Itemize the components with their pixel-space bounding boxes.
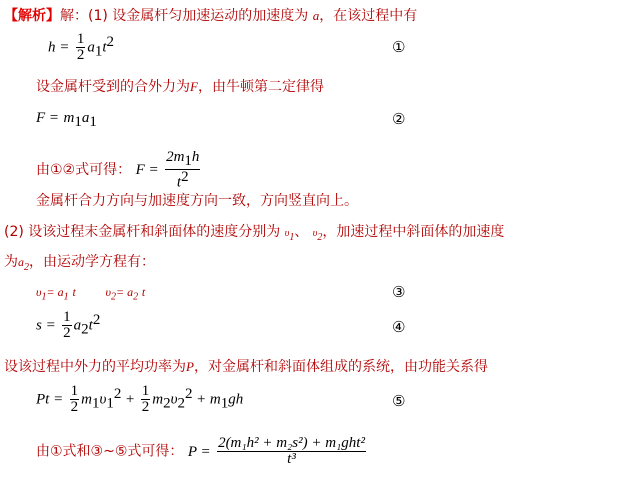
eq3-fraction	[165, 150, 200, 190]
power-var: P	[186, 359, 194, 374]
part2-line1	[4, 221, 504, 243]
marker-2: ②	[392, 110, 406, 128]
v2-sub: 2	[317, 231, 323, 243]
eq2-a: a	[81, 110, 90, 126]
v1-sub: 1	[289, 231, 295, 243]
eq1-sub: 1	[94, 43, 103, 60]
equation-2	[36, 110, 97, 131]
a2-var: a	[18, 255, 24, 269]
eq1-exp: 2	[106, 33, 114, 50]
eq3-num-sub: 1	[184, 152, 192, 169]
eq5-lhs: s =	[36, 317, 56, 334]
part2-line3	[4, 356, 488, 376]
a2-sub: 2	[24, 261, 29, 273]
eq3-den: t	[176, 174, 182, 191]
force-var: F	[190, 79, 198, 94]
eq5-fraction	[62, 310, 72, 341]
eq7-lhs: P =	[187, 443, 211, 460]
part1-line3	[36, 150, 202, 190]
eq3-num-h: h	[191, 149, 200, 165]
force-intro-end: ，由牛顿第二定律得	[197, 79, 324, 95]
part2-line2-end: ，由运动学方程有：	[29, 254, 155, 270]
eq3-den-exp: 2	[181, 168, 189, 185]
eq4b-v: υ	[105, 285, 111, 299]
eq7-num: 2(m₁h² + m₂s²) + m₁ght²	[218, 435, 365, 451]
eq4b-t: t	[141, 285, 146, 299]
equation-5: Pt = $\frac{1}{2}$ $m_1\upsilon_1^2$ + $\frac{1}{2}$ $m_2\upsilon_2^2 + m_1gh$	[36, 383, 244, 415]
eq5-den: 2	[63, 325, 71, 341]
part1-intro: 解：(1) 设金属杆匀加速运动的加速度为	[60, 8, 309, 24]
marker-1: ①	[392, 38, 406, 56]
eq5-exp: 2	[92, 311, 101, 328]
eq4b-rhs: = a	[115, 285, 134, 299]
v2-label: υ	[312, 228, 318, 239]
sep: 、	[294, 224, 309, 240]
eq1-num: 1	[76, 31, 85, 47]
direction-note: 金属杆合力方向与加速度方向一致，方向竖直向上。	[36, 193, 358, 209]
eq4a-sub: 1	[41, 291, 47, 303]
part2-intro-end: ，加速过程中斜面体的加速度	[322, 224, 505, 240]
eq4a-rhs: = a	[46, 285, 64, 299]
part2-line2-pre: 为	[4, 254, 18, 270]
part2-intro: (2) 设该过程末金属杆和斜面体的速度分别为	[4, 224, 281, 240]
eq2-lhs: F =	[36, 110, 60, 126]
eq1-den: 2	[76, 47, 85, 63]
accel-var: a	[312, 8, 320, 23]
eq2-msub: 1	[74, 113, 82, 130]
power-intro: 设该过程中外力的平均功率为	[4, 359, 186, 375]
part2-line2	[4, 251, 155, 273]
eq1-a: a	[87, 39, 95, 56]
eq7-fraction	[217, 436, 366, 467]
part2-line4	[36, 436, 368, 467]
final-derive-label: 由①式和③~⑤式可得：	[36, 443, 184, 460]
eq4a-v: υ	[36, 285, 42, 299]
eq7-den: t³	[287, 451, 296, 467]
header-line	[4, 5, 417, 25]
eq2-m: m	[63, 110, 75, 126]
eq4b-rhs-sub: 2	[133, 291, 139, 303]
eq4b-sub: 2	[110, 291, 116, 303]
eq3-lhs: F =	[135, 162, 159, 179]
eq5-t: t	[88, 317, 93, 334]
eq4a-t: t	[72, 285, 76, 299]
analysis-tag: 【解析】	[4, 8, 60, 24]
marker-4: ④	[392, 318, 406, 336]
eq6-lhs: Pt =	[36, 391, 64, 408]
eq2-asub: 1	[89, 113, 97, 130]
derive-label: 由①②式可得：	[36, 162, 132, 179]
eq1-t: t	[102, 39, 107, 56]
part1-line2	[36, 76, 324, 96]
marker-5: ⑤	[392, 392, 406, 410]
part1-line4	[36, 190, 358, 210]
equation-3	[36, 285, 145, 302]
eq1-lhs: h =	[48, 39, 70, 56]
eq3-num: 2m	[166, 149, 185, 165]
part1-intro-end: ，在该过程中有	[319, 8, 418, 24]
eq5-num: 1	[63, 309, 71, 325]
eq5-a: a	[73, 317, 82, 334]
force-intro: 设金属杆受到的合外力为	[36, 79, 190, 95]
marker-3: ③	[392, 283, 406, 301]
eq5-sub: 2	[81, 321, 89, 338]
eq4a-rhs-sub: 1	[63, 291, 69, 303]
equation-4	[36, 310, 100, 341]
v1-label: υ	[284, 228, 290, 239]
eq1-fraction	[76, 32, 86, 63]
equation-1	[48, 32, 114, 63]
power-intro-end: ，对金属杆和斜面体组成的系统，由功能关系得	[193, 359, 488, 375]
